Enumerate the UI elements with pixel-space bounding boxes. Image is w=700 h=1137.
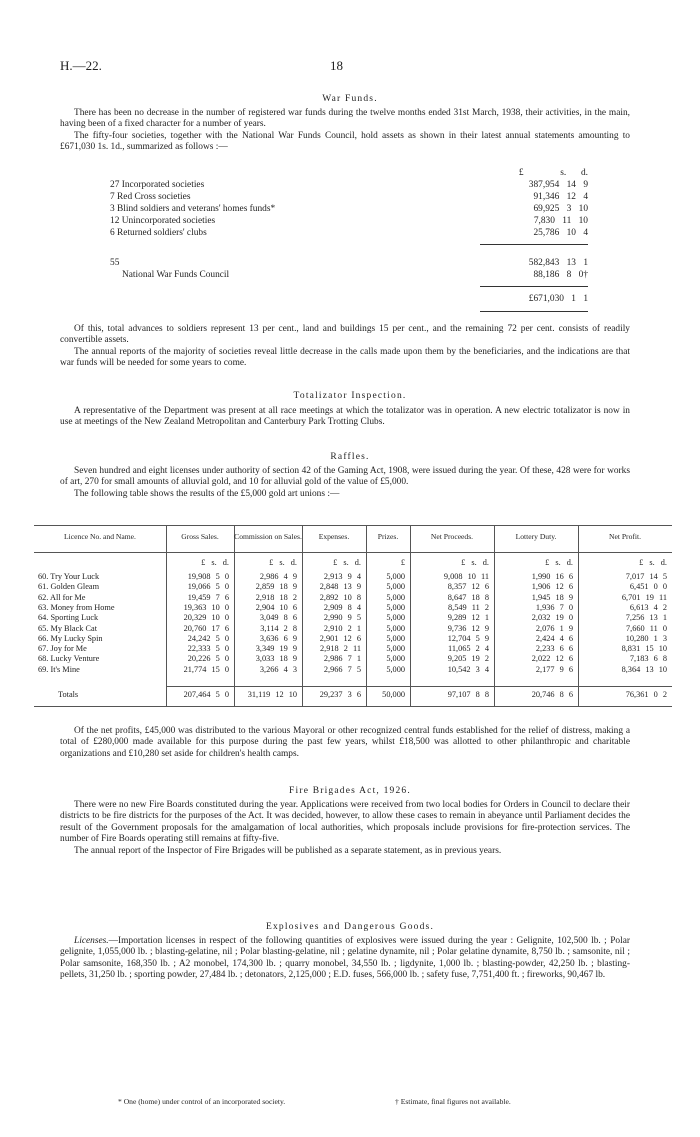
summary-subtotal-label: 55 [110, 258, 120, 268]
table-cell: 1,936 7 0 [535, 602, 573, 612]
table-header-cell: Net Proceeds. [430, 532, 474, 541]
totalizator-section [60, 406, 630, 429]
explosives-heading: Explosives and Dangerous Goods. [265, 922, 435, 932]
war-funds-para-4: The annual reports of the majority of societies reveal little decrease in the calls made upon them by the beneficiaries, and the indications are that war funds will be needed for some years to come. [60, 346, 630, 369]
table-header-cell: Net Profit. [608, 532, 642, 541]
footnote-dagger: † Estimate, final figures not available. [395, 1097, 511, 1106]
table-totals-cell: 97,107 8 8 [447, 690, 489, 699]
fire-para-1: There were no new Fire Boards constituted during the year. Applications were received from two local bodies for Orders in Council to declare their districts to be fire districts for the purposes of the Act. It was decided, however, to allow these cases to remain in abeyance until Parliament decides the result of the Government proposals for the amalgamation of local authorities, which proposals include provisions for fire-protection services. The number of Fire Boards operating still remains at fifty-five. [60, 800, 630, 845]
summary-row-value: 7,830 11 10 [533, 216, 588, 226]
totalizator-heading: Totalizator Inspection. [293, 391, 407, 401]
table-cell: 5,000 [386, 654, 405, 664]
table-cell: 9,205 19 2 [447, 654, 489, 664]
table-cell: 2,032 19 0 [531, 613, 573, 623]
raffles-outcome [60, 726, 630, 760]
table-cell: 7,660 11 0 [626, 623, 667, 633]
report-reference: H.—22. [60, 58, 102, 73]
table-cell: 19,908 5 0 [187, 572, 229, 581]
table-row-name: 65. My Black Cat [38, 623, 97, 633]
fire-section [60, 800, 630, 857]
summary-council-value: 88,186 8 0† [533, 270, 588, 280]
table-cell: 2,076 1 9 [535, 623, 573, 633]
table-unit-cell: £ s. d. [269, 558, 297, 567]
footnote-star: * One (home) under control of an incorporated society. [118, 1097, 286, 1106]
table-cell: 1,990 16 6 [531, 572, 573, 581]
table-cell: 5,000 [386, 602, 405, 612]
table-cell: 10,542 3 4 [447, 664, 489, 674]
table-cell: 2,022 12 6 [531, 654, 573, 664]
table-cell: 2,892 10 8 [319, 592, 361, 602]
table-header-cell: Gross Sales. [181, 532, 219, 541]
table-cell: 3,636 6 9 [259, 633, 297, 643]
table-cell: 24,242 5 0 [187, 633, 229, 643]
table-totals-cell: 207,464 5 0 [183, 690, 229, 699]
war-funds-para-3: Of this, total advances to soldiers represent 13 per cent., land and buildings 15 per cent., and the remaining 72 per cent. consists of readily convertible assets. [60, 324, 630, 346]
table-cell: 2,904 10 6 [255, 602, 297, 612]
table-cell: 2,424 4 6 [535, 633, 573, 643]
table-cell: 2,986 4 9 [259, 572, 297, 581]
table-cell: 2,909 8 4 [323, 602, 361, 612]
war-funds-intro [60, 108, 630, 154]
table-cell: 3,114 2 8 [260, 623, 297, 633]
explosives-section [60, 936, 630, 982]
table-cell: 20,226 5 0 [187, 654, 229, 664]
war-funds-heading: War Funds. [322, 94, 378, 104]
summary-total-value: £671,030 1 1 [528, 294, 588, 304]
table-cell: 3,049 8 6 [259, 613, 297, 623]
fire-para-2: The annual report of the Inspector of Fire Brigades will be published as a separate statement, as in previous years. [74, 845, 502, 856]
summary-rule [480, 244, 588, 245]
table-unit-cell: £ s. d. [201, 558, 229, 567]
table-cell: 19,363 10 0 [183, 602, 229, 612]
summary-rule [480, 311, 588, 312]
table-header-cell: Commission on Sales. [234, 532, 302, 541]
table-cell: 2,986 7 1 [323, 654, 361, 664]
table-cell: 6,613 4 2 [629, 602, 667, 612]
table-cell: 2,233 6 6 [535, 644, 573, 654]
explosives-text: —Importation licenses in respect of the following quantities of explosives were issued during the year : Gelignite, 102,500 lb. ; Polar gelignite, 1,055,000 lb. ; blasting-gelatine, nil ; Polar blasting-gelatine, nil ; gelatine dynamite, nil ; Polar gelatine dynamite, 8,750 lb. ; samsonite, nil ; Polar samsonite, 168,350 lb. ; A2 monobel, 174,300 lb. ; quarry monobel, 34,550 lb. ; ligdynite, 1,000 lb. ; blasting-powder, 42,250 lb. ; blasting-pellets, 31,250 lb. ; sporting powder, 27,484 lb. ; detonators, 2,125,000 ; E.D. fuses, 566,000 lb. ; safety fuse, 7,751,400 ft. ; fireworks, 90,467 lb. [60, 936, 630, 981]
table-totals-label: Totals [58, 690, 79, 699]
raffles-para-3: Of the net profits, £45,000 was distributed to the various Mayoral or other recognized central funds established for the relief of distress, making a total of £280,000 made available for this purpose during the past few years, whilst £18,500 was allotted to other philanthropic and charitable organizations and £10,280 set aside for children's health camps. [60, 726, 630, 759]
table-totals-cell: 76,361 0 2 [625, 690, 667, 699]
table-row-name: 64. Sporting Luck [38, 613, 99, 623]
table-cell: 7,256 13 1 [625, 613, 667, 623]
table-cell: 3,266 4 3 [259, 664, 297, 674]
table-cell: 2,848 13 9 [319, 582, 361, 592]
table-unit-cell: £ [400, 558, 405, 567]
summary-row-value: 387,954 14 9 [528, 180, 588, 190]
summary-subtotal-value: 582,843 13 1 [528, 258, 588, 268]
table-cell: 9,008 10 11 [443, 572, 489, 581]
table-cell: 5,000 [386, 664, 405, 674]
table-unit-cell: £ s. d. [639, 558, 667, 567]
table-row-name: 62. All for Me [38, 592, 86, 602]
table-cell: 22,333 5 0 [187, 644, 229, 654]
table-header-rule [34, 552, 672, 553]
table-unit-cell: £ s. d. [461, 558, 489, 567]
licenses-lead: Licenses. [74, 936, 109, 946]
table-bottom-rule [34, 706, 672, 707]
table-cell: 2,913 9 4 [323, 572, 361, 581]
table-row-name: 60. Try Your Luck [38, 572, 100, 581]
war-funds-analysis [60, 324, 630, 370]
table-cell: 5,000 [386, 582, 405, 592]
table-cell: 8,647 18 8 [447, 592, 489, 602]
explosives-para [60, 936, 630, 982]
summary-row-value: 69,925 3 10 [533, 204, 588, 214]
table-cell: 2,901 12 6 [319, 633, 361, 643]
table-cell: 8,364 13 10 [621, 664, 667, 674]
table-cell: 6,451 0 0 [629, 582, 667, 592]
table-cell: 11,065 2 4 [448, 644, 489, 654]
summary-row-label: 27 Incorporated societies [110, 180, 205, 190]
table-cell: 9,289 12 1 [447, 613, 489, 623]
table-row-name: 61. Golden Gleam [38, 582, 100, 592]
table-cell: 5,000 [386, 592, 405, 602]
table-cell: 2,918 18 2 [255, 592, 297, 602]
table-cell: 7,017 14 5 [625, 572, 667, 581]
table-cell: 3,033 18 9 [255, 654, 297, 664]
summary-row-label: 12 Unincorporated societies [110, 216, 216, 226]
summary-council-label: National War Funds Council [122, 270, 230, 280]
page-number: 18 [330, 58, 343, 73]
summary-row-label: 3 Blind soldiers and veterans' homes funds* [110, 204, 276, 214]
totalizator-para: A representative of the Department was present at all race meetings at which the totalizator was in operation. A new electric totalizator is now in use at meetings of the New Zealand Metropolitan and Canterbury Park Trotting Clubs. [60, 406, 630, 428]
table-cell: 2,918 2 11 [320, 644, 361, 654]
table-cell: 19,459 7 6 [187, 592, 229, 602]
table-cell: 5,000 [386, 633, 405, 643]
table-totals-cell: 29,237 3 6 [319, 690, 361, 699]
table-unit-cell: £ s. d. [333, 558, 361, 567]
table-cell: 2,966 7 5 [323, 664, 361, 674]
table-header-cell: Lottery Duty. [515, 532, 557, 541]
table-cell: 1,906 12 6 [531, 582, 573, 592]
summary-row-label: 7 Red Cross societies [110, 192, 191, 202]
table-cell: 8,357 12 6 [447, 582, 489, 592]
table-cell: 3,349 19 9 [255, 644, 297, 654]
raffles-intro [60, 466, 630, 500]
war-funds-para-2: The fifty-four societies, together with the National War Funds Council, hold assets as shown in their latest annual statements amounting to £671,030 1s. 1d., summarized as follows :— [60, 130, 630, 153]
table-header-cell: Expenses. [318, 532, 350, 541]
table-cell: 2,859 18 9 [255, 582, 297, 592]
table-cell: 2,177 9 6 [535, 664, 573, 674]
table-totals-cell: 50,000 [382, 690, 405, 699]
table-cell: 9,736 12 9 [447, 623, 489, 633]
summary-row-label: 6 Returned soldiers' clubs [110, 228, 207, 238]
summary-row-value: 91,346 12 4 [533, 192, 588, 202]
table-cell: 10,280 1 3 [625, 633, 667, 643]
table-totals-cell: 20,746 8 6 [531, 690, 573, 699]
table-cell: 5,000 [386, 613, 405, 623]
summary-column-units: £ s. d. [518, 168, 588, 178]
table-row-name: 66. My Lucky Spin [38, 633, 103, 643]
table-cell: 21,774 15 0 [183, 664, 229, 674]
table-top-rule [34, 525, 672, 526]
table-row-name: 69. It's Mine [38, 664, 80, 674]
table-cell: 8,831 15 10 [621, 644, 667, 654]
war-funds-para-1: There has been no decrease in the number of registered war funds during the twelve months ended 31st March, 1938, their activities, in the main, having been of a fixed character for a number of years. [60, 108, 630, 130]
table-totals-rule [166, 686, 672, 687]
fire-heading: Fire Brigades Act, 1926. [289, 786, 411, 796]
table-row-name: 68. Lucky Venture [38, 654, 100, 664]
table-totals-cell: 31,119 12 10 [247, 690, 297, 699]
table-cell: 7,183 6 8 [629, 654, 667, 664]
table-cell: 1,945 18 9 [531, 592, 573, 602]
table-cell: 5,000 [386, 572, 405, 581]
summary-row-value: 25,786 10 4 [533, 228, 588, 238]
table-cell: 6,701 19 11 [621, 592, 667, 602]
table-cell: 8,549 11 2 [448, 602, 489, 612]
table-cell: 5,000 [386, 623, 405, 633]
table-row-name: 67. Joy for Me [38, 644, 87, 654]
raffles-para-2: The following table shows the results of the £5,000 gold art unions :— [74, 488, 340, 499]
table-row-name: 63. Money from Home [38, 602, 115, 612]
raffles-heading: Raffles. [330, 452, 370, 462]
table-cell: 5,000 [386, 644, 405, 654]
table-header-cell: Licence No. and Name. [64, 532, 136, 541]
table-cell: 2,910 2 1 [323, 623, 361, 633]
table-unit-cell: £ s. d. [545, 558, 573, 567]
raffles-para-1: Seven hundred and eight licenses under authority of section 42 of the Gaming Act, 1908, were issued during the year. Of these, 428 were for works of art, 270 for small amounts of alluvial gold, and 10 for alluvial gold of the value of £5,000. [60, 466, 630, 488]
table-cell: 20,329 10 0 [183, 613, 229, 623]
table-cell: 12,704 5 9 [447, 633, 489, 643]
table-cell: 2,990 9 5 [323, 613, 361, 623]
summary-rule [480, 286, 588, 287]
table-cell: 19,066 5 0 [187, 582, 229, 592]
table-cell: 20,760 17 6 [183, 623, 229, 633]
table-header-cell: Prizes. [377, 532, 399, 541]
